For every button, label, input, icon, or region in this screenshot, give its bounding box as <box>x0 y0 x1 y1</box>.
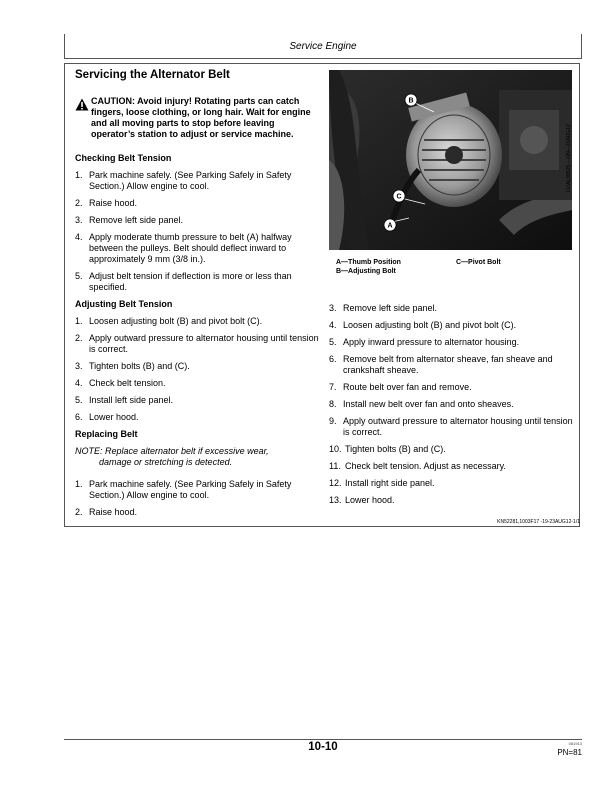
list-item: 1. Park machine safely. (See Parking Safely in Safety Section.) Allow engine to cool. <box>75 170 292 191</box>
replacing-steps-continued <box>329 303 574 506</box>
list-item: 2. Apply outward pressure to alternator housing until tension is correct. <box>75 333 319 354</box>
list-item: 3. Remove left side panel. <box>329 303 438 313</box>
list-item: 9. Apply outward pressure to alternator housing until tension is correct. <box>329 416 573 437</box>
alternator-photo <box>329 70 572 250</box>
header-rule <box>64 58 582 59</box>
list-item: 8. Install new belt over fan and onto sheaves. <box>329 399 514 409</box>
page-title: Servicing the Alternator Belt <box>75 69 230 81</box>
list-item: 6. Lower hood. <box>75 412 139 422</box>
list-item: 2. Raise hood. <box>75 198 138 208</box>
note <box>75 446 320 468</box>
list-item: 4. Apply moderate thumb pressure to belt (A) halfway between the pulleys. Belt should deflect inward to approximately 9 mm (3/8 in.). <box>75 232 292 264</box>
list-item: 6. Remove belt from alternator sheave, fan sheave and crankshaft sheave. <box>329 354 553 375</box>
list-item: 2. Raise hood. <box>75 507 138 517</box>
section-title: Service Engine <box>289 41 357 52</box>
figure-id: LV/AL38525 —UN—21AUG12 <box>566 124 572 192</box>
page-number: 10-10 <box>308 741 338 753</box>
legend-c: C—Pivot Bolt <box>456 259 501 266</box>
list-item: 5. Install left side panel. <box>75 395 174 405</box>
list-item: 5. Adjust belt tension if deflection is more or less than specified. <box>75 271 292 292</box>
list-item: 4. Check belt tension. <box>75 378 166 388</box>
legend-b: B—Adjusting Bolt <box>336 268 396 275</box>
right-column <box>329 303 574 512</box>
callout-b-label: B <box>408 97 414 105</box>
callout-c-label: C <box>396 193 402 201</box>
list-item: 7. Route belt over fan and remove. <box>329 382 472 392</box>
pn-label: PN=81 <box>557 748 582 757</box>
list-item: 12. Install right side panel. <box>329 478 435 488</box>
footer-rule <box>64 739 582 740</box>
note-line-1: NOTE: Replace alternator belt if excessive wear, <box>75 446 269 456</box>
callout-a-label: A <box>387 222 393 230</box>
list-item: 10. Tighten bolts (B) and (C). <box>329 444 446 454</box>
list-item: 3. Remove left side panel. <box>75 215 184 225</box>
list-item: 4. Loosen adjusting bolt (B) and pivot bolt (C). <box>329 320 517 330</box>
warning-triangle-icon <box>75 98 89 111</box>
list-item: 11. Check belt tension. Adjust as necessary. <box>329 461 506 471</box>
replacing-steps <box>75 479 320 518</box>
caution-block <box>75 96 320 140</box>
left-column <box>75 70 320 524</box>
list-item: 1. Loosen adjusting bolt (B) and pivot bolt (C). <box>75 316 263 326</box>
list-item: 13. Lower hood. <box>329 495 395 505</box>
list-item: 1. Park machine safely. (See Parking Safely in Safety Section.) Allow engine to cool. <box>75 479 292 500</box>
caution-text: CAUTION: Avoid injury! Rotating parts can catch fingers, loose clothing, or long hair. Wait for engine and all moving parts to stop before leaving operator’s station to adjust or service machine. <box>91 96 311 139</box>
checking-steps <box>75 170 320 293</box>
note-line-2: damage or stretching is detected. <box>99 457 233 467</box>
footer-code: 081913 <box>568 741 582 746</box>
checking-heading: Checking Belt Tension <box>75 153 172 163</box>
adjusting-steps <box>75 316 320 423</box>
replacing-heading: Replacing Belt <box>75 429 138 439</box>
adjusting-heading: Adjusting Belt Tension <box>75 299 173 309</box>
alternator-illustration <box>329 70 572 250</box>
legend-a: A—Thumb Position <box>336 259 401 266</box>
list-item: 5. Apply inward pressure to alternator housing. <box>329 337 520 347</box>
reference-code: KN52281,1003F17 -19-23AUG12-1/1 <box>497 519 580 525</box>
list-item: 3. Tighten bolts (B) and (C). <box>75 361 190 371</box>
